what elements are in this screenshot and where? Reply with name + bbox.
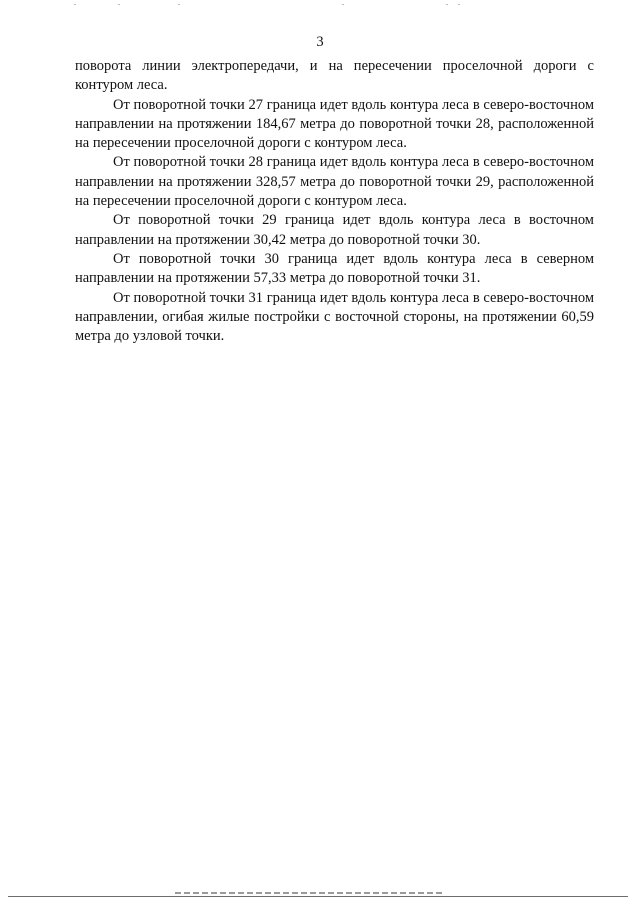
scan-artifacts (0, 4, 640, 10)
paragraph-point-28: От поворотной точки 28 граница идет вдоль контура леса в северо-восточном направлении на протяжении 328,57 метра до поворотной точки 29, расположенной на пересечении проселочной дороги с контуром леса. (75, 154, 594, 210)
paragraph-point-31: От поворотной точки 31 граница идет вдоль контура леса в северо-восточном направлении, огибая жилые постройки с восточной стороны, на протяжении 60,59 метра до узловой точки. (75, 289, 594, 345)
paragraph-point-27: От поворотной точки 27 граница идет вдоль контура леса в северо-восточном направлении на протяжении 184,67 метра до поворотной точки 28, расположенной на пересечении проселочной дороги с контуром леса. (75, 96, 594, 152)
scan-edge-strip (175, 892, 445, 894)
page-bottom-rule (8, 896, 628, 897)
paragraph-point-30: От поворотной точки 30 граница идет вдоль контура леса в северном направлении на протяжении 57,33 метра до поворотной точки 31. (75, 250, 594, 287)
paragraph-point-29: От поворотной точки 29 граница идет вдоль контура леса в восточном направлении на протяжении 30,42 метра до поворотной точки 30. (75, 212, 594, 248)
paragraph-continuation: поворота линии электропередачи, и на пересечении проселочной дороги с контуром леса. (75, 58, 594, 94)
page-number: 3 (316, 34, 324, 50)
document-body (75, 57, 594, 346)
